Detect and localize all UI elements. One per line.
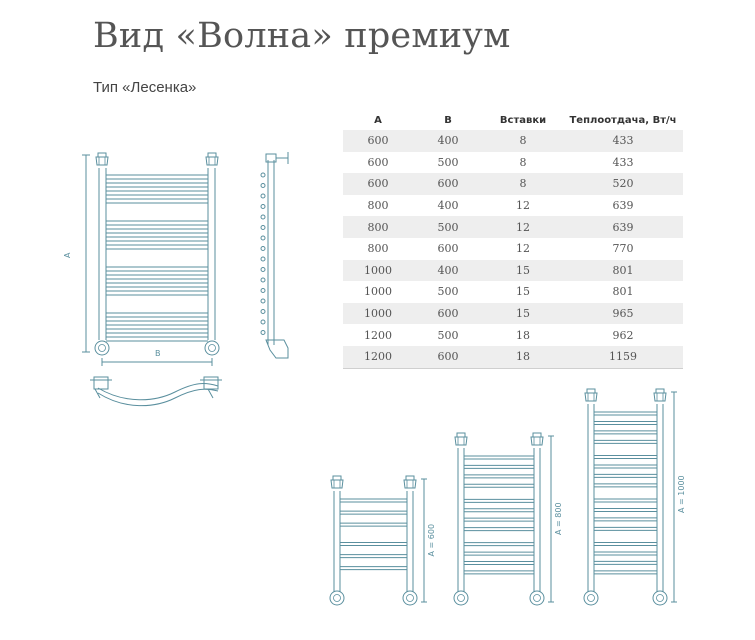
table-cell-column-b: 600 (413, 173, 483, 195)
table-cell-column-a: 1000 (343, 303, 413, 325)
front-right-rail (208, 168, 215, 340)
valve-icon (331, 476, 343, 488)
table-cell-column-inserts: 12 (516, 199, 530, 213)
foot-icon (584, 591, 598, 605)
table-cell-column-heat-output: 639 (612, 199, 634, 213)
table-cell-column-a: 600 (343, 173, 413, 195)
dimension-b-line (102, 358, 212, 366)
table-cell-column-b: 500 (437, 155, 459, 169)
table-cell-column-b: 400 (413, 130, 483, 152)
table-cell-column-inserts: 8 (519, 155, 527, 169)
foot-icon (95, 341, 109, 355)
table-cell-column-b: 400 (437, 199, 459, 213)
table-cell-column-b: 400 (413, 260, 483, 282)
valve-icon (404, 476, 416, 488)
table-cell-column-heat-output: 962 (612, 328, 634, 342)
page-subtitle: Тип «Лесенка» (93, 79, 197, 96)
foot-icon (403, 591, 417, 605)
table-cell-column-heat-output: 801 (563, 260, 683, 282)
foot-icon (454, 591, 468, 605)
side-view-drawing (261, 152, 288, 358)
side-crossbar-profiles (261, 173, 265, 335)
variant-label-a800: A = 800 (554, 502, 563, 535)
table-cell-column-inserts: 8 (483, 130, 563, 152)
table-cell-column-a: 1200 (364, 328, 392, 342)
table-cell-column-heat-output: 965 (563, 303, 683, 325)
valve-icon (455, 433, 467, 445)
foot-icon (530, 591, 544, 605)
valve-icon (585, 389, 597, 401)
table-cell-column-b: 500 (437, 285, 459, 299)
table-cell-column-a: 1000 (343, 260, 413, 282)
table-cell-column-a: 1000 (364, 285, 392, 299)
valve-icon (654, 389, 666, 401)
size-variant-drawings (330, 389, 677, 605)
variant-label-a1000: A = 1000 (677, 475, 686, 513)
valve-icon (206, 153, 218, 165)
table-cell-column-inserts: 15 (483, 303, 563, 325)
foot-icon (653, 591, 667, 605)
column-header-b: B (444, 114, 452, 126)
table-cell-column-inserts: 15 (483, 260, 563, 282)
table-cell-column-a: 800 (343, 216, 413, 238)
foot-icon (330, 591, 344, 605)
variant-drawing (330, 476, 427, 605)
variant-drawing (584, 389, 677, 605)
table-cell-column-a: 800 (367, 199, 389, 213)
column-header-a: A (374, 114, 382, 126)
table-cell-column-b: 600 (413, 303, 483, 325)
table-cell-column-heat-output: 1159 (563, 346, 683, 368)
table-cell-column-b: 600 (437, 242, 459, 256)
table-cell-column-heat-output: 433 (612, 155, 634, 169)
table-cell-column-a: 600 (367, 155, 389, 169)
valve-icon (531, 433, 543, 445)
table-cell-column-a: 600 (343, 130, 413, 152)
table-cell-column-a: 1200 (343, 346, 413, 368)
variant-label-a600: A = 600 (427, 523, 436, 557)
page-title: Вид «Волна» премиум (93, 16, 511, 56)
top-view-drawing (90, 377, 222, 406)
dimension-b-label: B (155, 349, 161, 358)
table-cell-column-inserts: 12 (483, 216, 563, 238)
table-cell-column-heat-output: 639 (563, 216, 683, 238)
dimension-a-label: A (63, 252, 72, 258)
table-cell-column-inserts: 8 (483, 173, 563, 195)
table-cell-column-heat-output: 433 (563, 130, 683, 152)
dimension-a-line (82, 155, 90, 352)
front-view-drawing (82, 153, 219, 366)
table-cell-column-inserts: 18 (516, 328, 530, 342)
table-cell-column-b: 600 (413, 346, 483, 368)
variant-drawing (454, 433, 554, 605)
table-cell-column-heat-output: 520 (563, 173, 683, 195)
table-cell-column-inserts: 12 (516, 242, 530, 256)
front-left-rail (99, 168, 106, 340)
column-header-heat-output: Теплоотдача, Вт/ч (569, 114, 677, 126)
table-cell-column-b: 500 (413, 216, 483, 238)
table-cell-column-inserts: 18 (483, 346, 563, 368)
table-cell-column-inserts: 15 (516, 285, 530, 299)
column-header-inserts: Вставки (499, 114, 547, 126)
table-cell-column-b: 500 (437, 328, 459, 342)
table-cell-column-heat-output: 801 (612, 285, 634, 299)
table-cell-column-heat-output: 770 (612, 242, 634, 256)
foot-icon (205, 341, 219, 355)
table-cell-column-a: 800 (367, 242, 389, 256)
valve-icon (96, 153, 108, 165)
front-crossbars (106, 175, 208, 341)
